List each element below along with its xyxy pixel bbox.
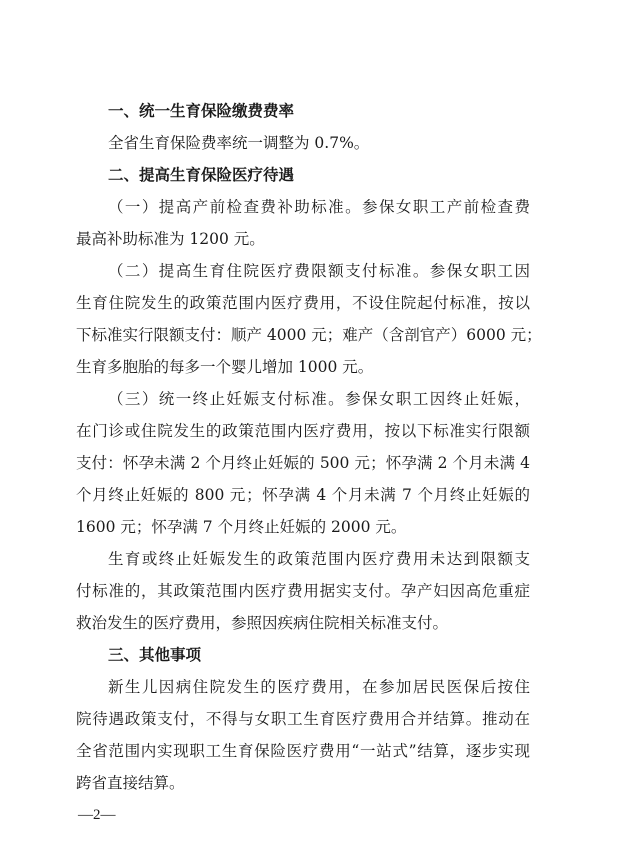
paragraph-line: 救治发生的医疗费用，参照因疾病住院相关标准支付。 <box>76 614 449 632</box>
paragraph-line: （三）统一终止妊娠支付标准。参保女职工因终止妊娠， <box>108 390 530 408</box>
paragraph-line: 下标准实行限额支付：顺产 4000 元；难产（含剖官产）6000 元； <box>76 326 542 344</box>
paragraph-line: 个月终止妊娠的 800 元；怀孕满 4 个月未满 7 个月终止妊娠的 <box>76 486 530 504</box>
paragraph-line: 新生儿因病住院发生的医疗费用，在参加居民医保后按住 <box>108 678 530 696</box>
paragraph-line: 院待遇政策支付，不得与女职工生育医疗费用合并结算。推动在 <box>76 710 530 728</box>
section-heading-1: 一、统一生育保险缴费费率 <box>108 102 295 120</box>
paragraph-line: 跨省直接结算。 <box>76 774 185 792</box>
page-number: —2— <box>78 807 116 823</box>
paragraph-line: 最高补助标准为 1200 元。 <box>76 230 265 248</box>
section-heading-2: 二、提高生育保险医疗待遇 <box>108 166 295 184</box>
paragraph-line: 生育或终止妊娠发生的政策范围内医疗费用未达到限额支 <box>108 550 530 568</box>
paragraph-line: 支付：怀孕未满 2 个月终止妊娠的 500 元；怀孕满 2 个月未满 4 <box>76 454 530 472</box>
paragraph-line: 付标准的，其政策范围内医疗费用据实支付。孕产妇因高危重症 <box>76 582 530 600</box>
paragraph-line: 生育多胞胎的每多一个婴儿增加 1000 元。 <box>76 358 374 376</box>
paragraph-line: 生育住院发生的政策范围内医疗费用，不设住院起付标准，按以 <box>76 294 530 312</box>
paragraph-line: 全省生育保险费率统一调整为 0.7%。 <box>108 134 370 152</box>
paragraph-line: 全省范围内实现职工生育保险医疗费用“一站式”结算，逐步实现 <box>76 742 530 760</box>
paragraph-line: 1600 元；怀孕满 7 个月终止妊娠的 2000 元。 <box>76 518 407 536</box>
paragraph-line: （二）提高生育住院医疗费限额支付标准。参保女职工因 <box>108 262 530 280</box>
section-heading-3: 三、其他事项 <box>108 646 202 664</box>
paragraph-line: （一）提高产前检查费补助标准。参保女职工产前检查费 <box>108 198 530 216</box>
paragraph-line: 在门诊或住院发生的政策范围内医疗费用，按以下标准实行限额 <box>76 422 530 440</box>
